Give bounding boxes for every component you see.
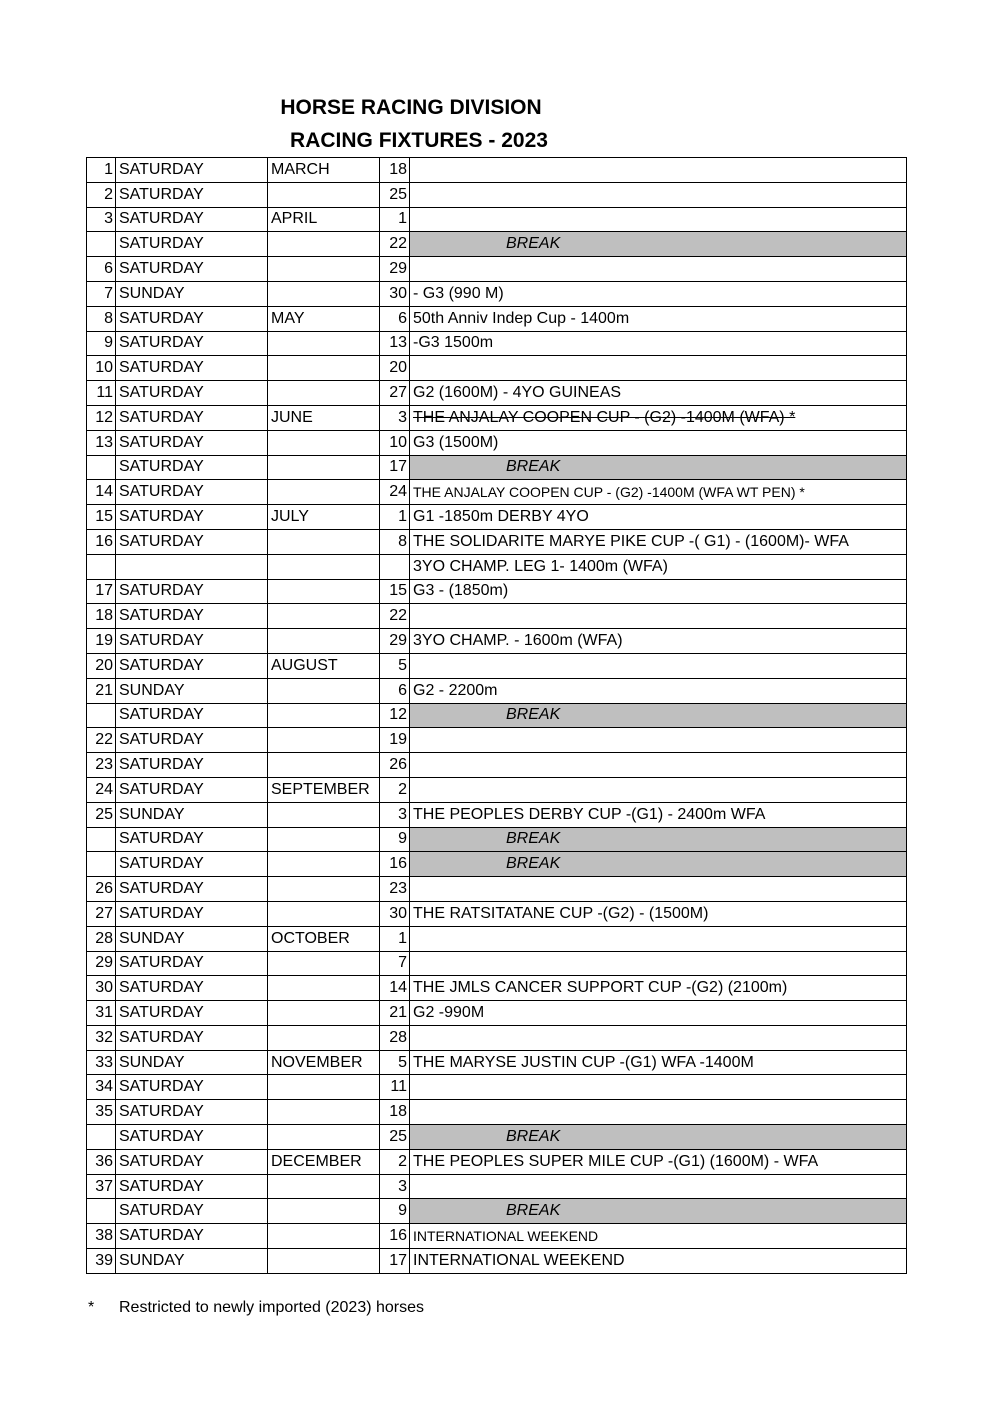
row-day: SATURDAY: [116, 306, 268, 331]
row-event: [410, 182, 907, 207]
row-date: 15: [380, 579, 410, 604]
row-day: SATURDAY: [116, 753, 268, 778]
row-number: 38: [87, 1224, 116, 1249]
row-event: [410, 728, 907, 753]
table-row: [87, 331, 907, 356]
row-event: THE PEOPLES DERBY CUP -(G1) - 2400m WFA: [410, 802, 907, 827]
row-month: [268, 430, 380, 455]
table-row: [87, 1050, 907, 1075]
row-event: [410, 158, 907, 183]
row-event: [410, 777, 907, 802]
row-day: [116, 554, 268, 579]
row-number: 26: [87, 877, 116, 902]
table-row: [87, 852, 907, 877]
row-month: [268, 753, 380, 778]
row-day: SUNDAY: [116, 281, 268, 306]
row-number: 23: [87, 753, 116, 778]
row-month: DECEMBER: [268, 1149, 380, 1174]
table-row: [87, 777, 907, 802]
row-month: [268, 1224, 380, 1249]
row-date: 9: [380, 1199, 410, 1224]
table-row: [87, 802, 907, 827]
row-month: [268, 331, 380, 356]
row-month: [268, 1001, 380, 1026]
row-event: THE RATSITATANE CUP -(G2) - (1500M): [410, 901, 907, 926]
table-row: [87, 926, 907, 951]
row-number: 1: [87, 158, 116, 183]
row-day: SATURDAY: [116, 381, 268, 406]
row-number: 31: [87, 1001, 116, 1026]
page-title: HORSE RACING DIVISION: [280, 96, 542, 119]
row-day: SATURDAY: [116, 356, 268, 381]
row-month: [268, 579, 380, 604]
row-date: 2: [380, 777, 410, 802]
row-number: 36: [87, 1149, 116, 1174]
row-day: SATURDAY: [116, 1100, 268, 1125]
row-event: G1 -1850m DERBY 4YO: [410, 505, 907, 530]
row-day: SATURDAY: [116, 629, 268, 654]
row-month: AUGUST: [268, 653, 380, 678]
table-row: [87, 1149, 907, 1174]
row-event: INTERNATIONAL WEEKEND: [410, 1224, 907, 1249]
row-event: INTERNATIONAL WEEKEND: [410, 1249, 907, 1274]
row-event: BREAK: [410, 1199, 907, 1224]
row-event: G2 -990M: [410, 1001, 907, 1026]
row-date: 26: [380, 753, 410, 778]
row-number: 15: [87, 505, 116, 530]
row-month: [268, 852, 380, 877]
row-day: SATURDAY: [116, 604, 268, 629]
row-number: 2: [87, 182, 116, 207]
row-number: 37: [87, 1174, 116, 1199]
row-month: [268, 381, 380, 406]
row-day: SUNDAY: [116, 802, 268, 827]
row-date: 3: [380, 802, 410, 827]
row-month: [268, 678, 380, 703]
row-number: 24: [87, 777, 116, 802]
row-number: 22: [87, 728, 116, 753]
table-row: [87, 827, 907, 852]
row-event: THE MARYSE JUSTIN CUP -(G1) WFA -1400M: [410, 1050, 907, 1075]
table-row: [87, 405, 907, 430]
row-month: [268, 604, 380, 629]
row-month: [268, 480, 380, 505]
row-number: 7: [87, 281, 116, 306]
row-date: [380, 554, 410, 579]
row-month: [268, 827, 380, 852]
row-date: 14: [380, 976, 410, 1001]
row-number: 39: [87, 1249, 116, 1274]
row-month: [268, 1075, 380, 1100]
row-number: 30: [87, 976, 116, 1001]
row-date: 3: [380, 1174, 410, 1199]
row-date: 17: [380, 455, 410, 480]
row-event: [410, 753, 907, 778]
row-date: 8: [380, 529, 410, 554]
row-event: [410, 1025, 907, 1050]
table-row: [87, 678, 907, 703]
row-number: 17: [87, 579, 116, 604]
row-number: [87, 232, 116, 257]
row-event: BREAK: [410, 232, 907, 257]
row-number: 27: [87, 901, 116, 926]
row-event: [410, 604, 907, 629]
row-event: THE JMLS CANCER SUPPORT CUP -(G2) (2100m): [410, 976, 907, 1001]
row-event: 3YO CHAMP. LEG 1- 1400m (WFA): [410, 554, 907, 579]
row-number: [87, 827, 116, 852]
table-row: [87, 579, 907, 604]
table-row: [87, 653, 907, 678]
table-row: [87, 703, 907, 728]
row-date: 23: [380, 877, 410, 902]
row-event: [410, 877, 907, 902]
table-row: [87, 1075, 907, 1100]
row-date: 6: [380, 678, 410, 703]
row-number: 20: [87, 653, 116, 678]
row-number: 25: [87, 802, 116, 827]
row-event: G2 - 2200m: [410, 678, 907, 703]
table-row: [87, 1025, 907, 1050]
row-day: SATURDAY: [116, 405, 268, 430]
table-row: [87, 1199, 907, 1224]
table-row: [87, 158, 907, 183]
row-day: SATURDAY: [116, 901, 268, 926]
row-number: [87, 703, 116, 728]
footnote-text: Restricted to newly imported (2023) horses: [119, 1299, 425, 1316]
row-month: [268, 951, 380, 976]
row-event: BREAK: [410, 852, 907, 877]
table-row: [87, 1249, 907, 1274]
table-row: [87, 877, 907, 902]
row-month: [268, 257, 380, 282]
row-month: [268, 281, 380, 306]
table-row: [87, 455, 907, 480]
row-month: [268, 1100, 380, 1125]
row-month: [268, 728, 380, 753]
row-date: 11: [380, 1075, 410, 1100]
row-date: 17: [380, 1249, 410, 1274]
row-day: SATURDAY: [116, 1199, 268, 1224]
row-day: SATURDAY: [116, 430, 268, 455]
row-day: SATURDAY: [116, 877, 268, 902]
row-month: [268, 554, 380, 579]
row-month: [268, 232, 380, 257]
table-row: [87, 901, 907, 926]
row-date: 16: [380, 1224, 410, 1249]
row-month: [268, 1025, 380, 1050]
row-number: [87, 554, 116, 579]
row-date: 24: [380, 480, 410, 505]
row-number: 21: [87, 678, 116, 703]
row-number: 11: [87, 381, 116, 406]
row-day: SATURDAY: [116, 505, 268, 530]
row-day: SATURDAY: [116, 852, 268, 877]
row-date: 3: [380, 405, 410, 430]
row-date: 19: [380, 728, 410, 753]
row-number: 19: [87, 629, 116, 654]
row-day: SATURDAY: [116, 455, 268, 480]
row-month: [268, 877, 380, 902]
row-day: SUNDAY: [116, 926, 268, 951]
row-date: 10: [380, 430, 410, 455]
row-event: G3 (1500M): [410, 430, 907, 455]
row-number: [87, 852, 116, 877]
table-row: [87, 306, 907, 331]
row-event: [410, 257, 907, 282]
row-number: 32: [87, 1025, 116, 1050]
row-day: SATURDAY: [116, 1224, 268, 1249]
table-row: [87, 505, 907, 530]
row-event: 50th Anniv Indep Cup - 1400m: [410, 306, 907, 331]
row-number: 28: [87, 926, 116, 951]
table-row: [87, 951, 907, 976]
row-day: SATURDAY: [116, 158, 268, 183]
row-event: [410, 1075, 907, 1100]
row-date: 27: [380, 381, 410, 406]
row-day: SATURDAY: [116, 728, 268, 753]
row-date: 13: [380, 331, 410, 356]
row-date: 30: [380, 281, 410, 306]
row-number: 18: [87, 604, 116, 629]
row-event: 3YO CHAMP. - 1600m (WFA): [410, 629, 907, 654]
row-month: [268, 901, 380, 926]
row-date: 12: [380, 703, 410, 728]
row-date: 5: [380, 1050, 410, 1075]
row-event: [410, 951, 907, 976]
row-date: 25: [380, 182, 410, 207]
row-date: 21: [380, 1001, 410, 1026]
row-day: SATURDAY: [116, 207, 268, 232]
table-row: [87, 1100, 907, 1125]
row-month: [268, 455, 380, 480]
row-day: SATURDAY: [116, 951, 268, 976]
row-day: SATURDAY: [116, 1174, 268, 1199]
row-date: 1: [380, 505, 410, 530]
row-number: 16: [87, 529, 116, 554]
row-month: [268, 182, 380, 207]
table-row: [87, 1174, 907, 1199]
row-event: BREAK: [410, 455, 907, 480]
row-event: BREAK: [410, 1125, 907, 1150]
row-day: SATURDAY: [116, 1075, 268, 1100]
row-event: BREAK: [410, 703, 907, 728]
row-month: APRIL: [268, 207, 380, 232]
row-day: SATURDAY: [116, 1001, 268, 1026]
fixtures-body: [87, 158, 907, 1274]
row-month: [268, 1174, 380, 1199]
row-day: SATURDAY: [116, 480, 268, 505]
table-row: [87, 281, 907, 306]
row-event: THE PEOPLES SUPER MILE CUP -(G1) (1600M) - WFA: [410, 1149, 907, 1174]
row-month: [268, 1249, 380, 1274]
page-subtitle: RACING FIXTURES - 2023: [290, 129, 548, 152]
row-day: SATURDAY: [116, 232, 268, 257]
row-event: G2 (1600M) - 4YO GUINEAS: [410, 381, 907, 406]
table-row: [87, 554, 907, 579]
row-month: JUNE: [268, 405, 380, 430]
row-event: [410, 207, 907, 232]
row-date: 29: [380, 629, 410, 654]
row-event: THE SOLIDARITE MARYE PIKE CUP -( G1) - (1600M)- WFA: [410, 529, 907, 554]
row-number: [87, 1199, 116, 1224]
row-date: 22: [380, 232, 410, 257]
row-number: 6: [87, 257, 116, 282]
row-event: - G3 (990 M): [410, 281, 907, 306]
row-number: 3: [87, 207, 116, 232]
row-month: [268, 802, 380, 827]
row-date: 16: [380, 852, 410, 877]
row-day: SUNDAY: [116, 1050, 268, 1075]
row-date: 6: [380, 306, 410, 331]
row-date: 29: [380, 257, 410, 282]
row-day: SATURDAY: [116, 1149, 268, 1174]
table-row: [87, 381, 907, 406]
row-day: SATURDAY: [116, 579, 268, 604]
row-number: 13: [87, 430, 116, 455]
row-number: [87, 455, 116, 480]
row-month: [268, 629, 380, 654]
row-month: MARCH: [268, 158, 380, 183]
row-month: [268, 1125, 380, 1150]
row-event: BREAK: [410, 827, 907, 852]
row-date: 20: [380, 356, 410, 381]
row-day: SATURDAY: [116, 331, 268, 356]
table-row: [87, 430, 907, 455]
row-number: 29: [87, 951, 116, 976]
table-row: [87, 976, 907, 1001]
row-date: 5: [380, 653, 410, 678]
row-event: [410, 653, 907, 678]
row-date: 25: [380, 1125, 410, 1150]
row-date: 7: [380, 951, 410, 976]
row-event: -G3 1500m: [410, 331, 907, 356]
table-row: [87, 207, 907, 232]
row-day: SATURDAY: [116, 1025, 268, 1050]
row-month: [268, 356, 380, 381]
table-row: [87, 529, 907, 554]
table-row: [87, 1224, 907, 1249]
row-day: SATURDAY: [116, 1125, 268, 1150]
row-date: 1: [380, 207, 410, 232]
row-number: 10: [87, 356, 116, 381]
table-row: [87, 1001, 907, 1026]
table-row: [87, 1125, 907, 1150]
row-number: 35: [87, 1100, 116, 1125]
row-event: THE ANJALAY COOPEN CUP - (G2) -1400M (WFA) *: [410, 405, 907, 430]
row-number: 9: [87, 331, 116, 356]
row-day: SATURDAY: [116, 976, 268, 1001]
row-date: 28: [380, 1025, 410, 1050]
table-row: [87, 753, 907, 778]
row-month: OCTOBER: [268, 926, 380, 951]
row-month: MAY: [268, 306, 380, 331]
table-row: [87, 356, 907, 381]
row-number: 33: [87, 1050, 116, 1075]
row-number: 14: [87, 480, 116, 505]
row-month: [268, 976, 380, 1001]
footnote-marker: *: [88, 1299, 95, 1316]
row-day: SATURDAY: [116, 703, 268, 728]
footnote: [88, 1299, 424, 1317]
table-row: [87, 480, 907, 505]
row-day: SATURDAY: [116, 827, 268, 852]
row-month: JULY: [268, 505, 380, 530]
row-number: 8: [87, 306, 116, 331]
row-month: [268, 1199, 380, 1224]
row-event: THE ANJALAY COOPEN CUP - (G2) -1400M (WFA WT PEN) *: [410, 480, 907, 505]
row-day: SATURDAY: [116, 777, 268, 802]
row-date: 2: [380, 1149, 410, 1174]
row-event: G3 - (1850m): [410, 579, 907, 604]
table-row: [87, 629, 907, 654]
row-date: 22: [380, 604, 410, 629]
row-day: SATURDAY: [116, 529, 268, 554]
row-event: [410, 926, 907, 951]
row-number: 12: [87, 405, 116, 430]
row-day: SATURDAY: [116, 182, 268, 207]
row-date: 9: [380, 827, 410, 852]
row-event: [410, 1100, 907, 1125]
row-month: [268, 529, 380, 554]
table-row: [87, 182, 907, 207]
row-date: 18: [380, 1100, 410, 1125]
row-day: SUNDAY: [116, 1249, 268, 1274]
row-date: 18: [380, 158, 410, 183]
row-day: SATURDAY: [116, 257, 268, 282]
row-event: [410, 1174, 907, 1199]
row-event: [410, 356, 907, 381]
row-number: [87, 1125, 116, 1150]
row-day: SUNDAY: [116, 678, 268, 703]
row-date: 1: [380, 926, 410, 951]
table-row: [87, 257, 907, 282]
fixtures-table: [86, 157, 907, 1274]
table-row: [87, 232, 907, 257]
row-month: NOVEMBER: [268, 1050, 380, 1075]
row-day: SATURDAY: [116, 653, 268, 678]
row-month: SEPTEMBER: [268, 777, 380, 802]
row-number: 34: [87, 1075, 116, 1100]
row-month: [268, 703, 380, 728]
table-row: [87, 728, 907, 753]
row-date: 30: [380, 901, 410, 926]
table-row: [87, 604, 907, 629]
